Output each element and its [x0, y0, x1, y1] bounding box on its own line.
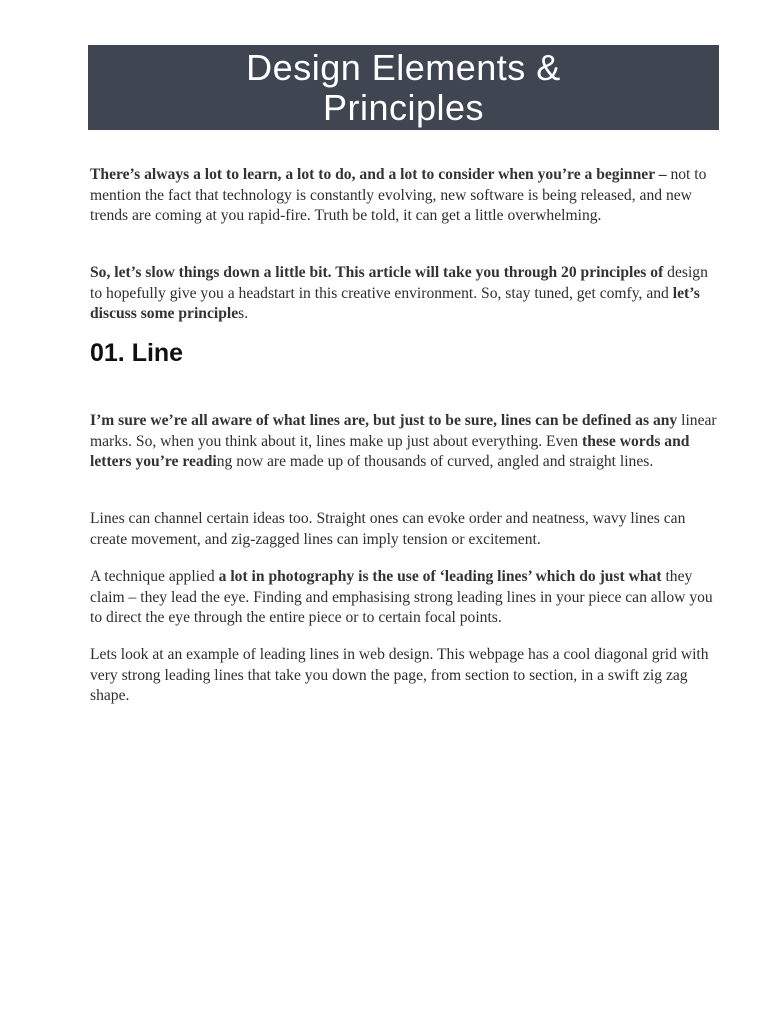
- intro-paragraph-2: [90, 263, 722, 325]
- section-paragraph-1-end: ng now are made up of thousands of curved, angled and straight lines.: [216, 453, 654, 470]
- section-paragraph-1: [90, 411, 722, 473]
- intro-paragraph-2-end: s.: [238, 305, 249, 322]
- section-paragraph-3-end: they claim – they lead the eye. Finding and emphasising strong leading lines in your piece can allow you to direct the eye through the entire piece or to certain focal points.: [90, 568, 713, 626]
- intro-paragraph-2-emphasis: let’s discuss some principle: [90, 284, 700, 322]
- section-paragraph-1-emphasis: these words and letters you’re readi: [90, 432, 690, 470]
- section-paragraph-3-start: A technique applied: [90, 568, 215, 585]
- section-paragraph-1-lead: I’m sure we’re all aware of what lines are, but just to be sure, lines can be defined as any: [90, 412, 678, 429]
- section-paragraph-1-text: linear marks. So, when you think about it, lines make up just about everything. Even: [90, 412, 717, 450]
- title-line-2: Principles: [322, 87, 485, 128]
- section-heading: 01. Line: [90, 339, 184, 367]
- title-line-1: Design Elements &: [246, 47, 561, 88]
- section-paragraph-2: Lines can channel certain ideas too. Straight ones can evoke order and neatness, wavy lines can create movement, and zig-zagged lines can imply tension or excitement.: [90, 510, 686, 548]
- intro-paragraph-2-lead: So, let’s slow things down a little bit. This article will take you through 20 principles of: [90, 264, 664, 281]
- title-banner: [88, 45, 719, 130]
- section-paragraph-3-emphasis: a lot in photography is the use of ‘leading lines’ which do just what: [218, 568, 662, 585]
- section-paragraph-4: Lets look at an example of leading lines in web design. This webpage has a cool diagonal grid with very strong leading lines that take you down the page, from section to section, in a swift zig zag shape.: [90, 646, 709, 704]
- intro-paragraph-2-text: design to hopefully give you a headstart in this creative environment. So, stay tuned, get comfy, and: [90, 264, 708, 302]
- intro-paragraph-1-text: not to mention the fact that technology is constantly evolving, new software is being released, and new trends are coming at you rapid-fire. Truth be told, it can get a little overwhelming.: [90, 166, 707, 224]
- section-paragraph-3: [90, 567, 722, 629]
- intro-paragraph-1: [90, 165, 722, 227]
- intro-paragraph-1-lead: There’s always a lot to learn, a lot to do, and a lot to consider when you’re a beginner –: [90, 166, 667, 183]
